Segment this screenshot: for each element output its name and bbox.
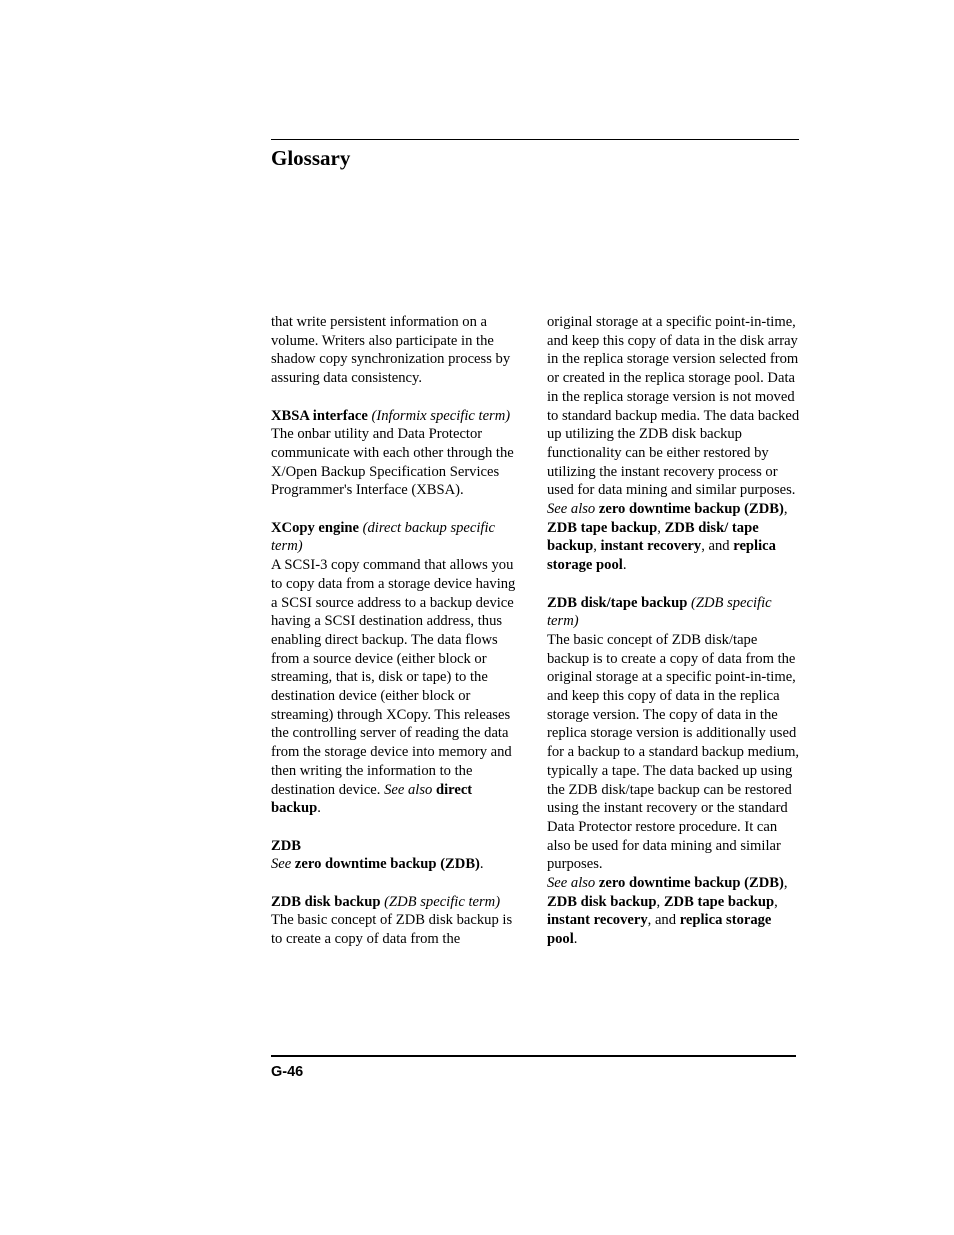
page-number: G-46 [271, 1064, 304, 1080]
glossary-entry-zdb: ZDB See zero downtime backup (ZDB). [271, 837, 484, 873]
glossary-entry-zdb-disk-backup [271, 893, 523, 949]
cross-reference-link[interactable]: ZDB disk backup [547, 893, 657, 910]
glossary-entry-xbsa-interface [271, 407, 523, 501]
glossary-term: ZDB [271, 837, 302, 854]
glossary-term-qualifier: (ZDB specific term) [547, 594, 772, 630]
glossary-term-qualifier: (Informix specific term) [371, 407, 511, 424]
glossary-continuation-text: that write persistent information on a volume. Writers also participate in the shadow copy synchronization process by assuring data consistency. [271, 314, 511, 387]
glossary-definition: The basic concept of ZDB disk/tape backup is to create a copy of data from the original storage at a specific point-in-time, and keep this copy of data in the replica storage version. The copy of data in the replica storage version is additionally used for a backup to a standard backup medium, typically a tape. The data backed up using the ZDB disk/tape backup can be restored using the instant recovery or the standard Data Protector restore procedure. It can also be used for data mining and similar purposes. [547, 631, 800, 873]
cross-reference-link[interactable]: instant recovery [600, 538, 702, 555]
glossary-definition: The onbar utility and Data Protector communicate with each other through the X/Open Backup Specification Services Programmer's Interface (XBSA). [271, 426, 514, 499]
glossary-left-column [271, 313, 523, 949]
glossary-term-qualifier: (ZDB specific term) [384, 893, 501, 910]
footer-rule [271, 1055, 796, 1057]
glossary-definition: The basic concept of ZDB disk backup is to create a copy of data from the [271, 912, 513, 948]
glossary-term: XBSA interface [271, 407, 368, 424]
page-title: Glossary [271, 146, 351, 170]
cross-reference-link[interactable]: replica storage pool [547, 912, 772, 948]
see-label: See [271, 856, 292, 873]
see-also-label: See also [384, 781, 433, 798]
see-also-label: See also [547, 875, 596, 892]
glossary-term-qualifier: (direct backup specific term) [271, 519, 496, 555]
cross-reference-link[interactable]: ZDB tape backup [663, 893, 775, 910]
glossary-term: XCopy engine [271, 519, 359, 536]
cross-reference-link[interactable]: zero downtime backup (ZDB) [294, 856, 480, 873]
glossary-entry-zdb-disk-backup-continued: original storage at a specific point-in-time, and keep this copy of data in the disk array in the replica storage version selected from or created in the replica storage pool. Data in the replica storage version is not moved to standard backup media. The data backed up utilizing the ZDB disk backup functionality can be either restored by utilizing the instant recovery process or used for data mining and similar purposes. See also zero downtime backup (ZDB), ZDB tape backup, ZDB disk/ tape backup, instant recovery, and replica storage pool. [547, 314, 800, 574]
cross-reference-link[interactable]: replica storage pool [547, 538, 776, 574]
glossary-definition: original storage at a specific point-in-time, and keep this copy of data in the disk array in the replica storage version selected from or created in the replica storage pool. Data in the replica storage version is not moved to standard backup media. The data backed up utilizing the ZDB disk backup functionality can be either restored by utilizing the instant recovery process or used for data mining and similar purposes. [547, 314, 800, 499]
cross-reference-link[interactable]: zero downtime backup (ZDB) [598, 875, 784, 892]
glossary-definition: A SCSI-3 copy command that allows you to copy data from a storage device having a SCSI source address to a backup device having a SCSI destination address, thus enabling direct backup. The data flows from a source device (either block or streaming, that is, disk or tape) to the destination device (either block or streaming) through XCopy. This releases the controlling server of reading the data from the storage device into memory and then writing the information to the destination device. [271, 557, 516, 798]
glossary-entry-xcopy-engine: XCopy engine (direct backup specific term) A SCSI-3 copy command that allows you to copy data from a storage device having a SCSI source address to a backup device having a SCSI destination address, thus enabling direct backup. The data flows from a source device (either block or streaming, that is, disk or tape) to the destination device (either block or streaming) through XCopy. This releases the controlling server of reading the data from the storage device into memory and then writing the information to the destination device. See also direct backup. [271, 519, 516, 817]
cross-reference-link[interactable]: instant recovery [547, 912, 648, 929]
glossary-term: ZDB disk/tape backup [547, 594, 688, 611]
glossary-right-column [547, 313, 801, 949]
cross-reference-link[interactable]: ZDB tape backup [547, 519, 658, 536]
glossary-term: ZDB disk backup [271, 893, 381, 910]
cross-reference-link[interactable]: direct backup [271, 781, 473, 817]
glossary-entry-zdb-disk-tape-backup: ZDB disk/tape backup (ZDB specific term) The basic concept of ZDB disk/tape backup is to create a copy of data from the original storage at a specific point-in-time, and keep this copy of data in the replica storage version. The copy of data in the replica storage version is additionally used for a backup to a standard backup medium, typically a tape. The data backed up using the ZDB disk/tape backup can be restored using the instant recovery or the standard Data Protector restore procedure. It can also be used for data mining and similar purposes. See also zero downtime backup (ZDB), ZDB disk backup, ZDB tape backup, instant recovery, and replica storage pool. [547, 594, 800, 948]
header-rule [271, 139, 799, 140]
see-also-label: See also [547, 501, 596, 518]
cross-reference-link[interactable]: ZDB disk/ tape backup [547, 519, 759, 555]
cross-reference-link[interactable]: zero downtime backup (ZDB) [598, 501, 784, 518]
